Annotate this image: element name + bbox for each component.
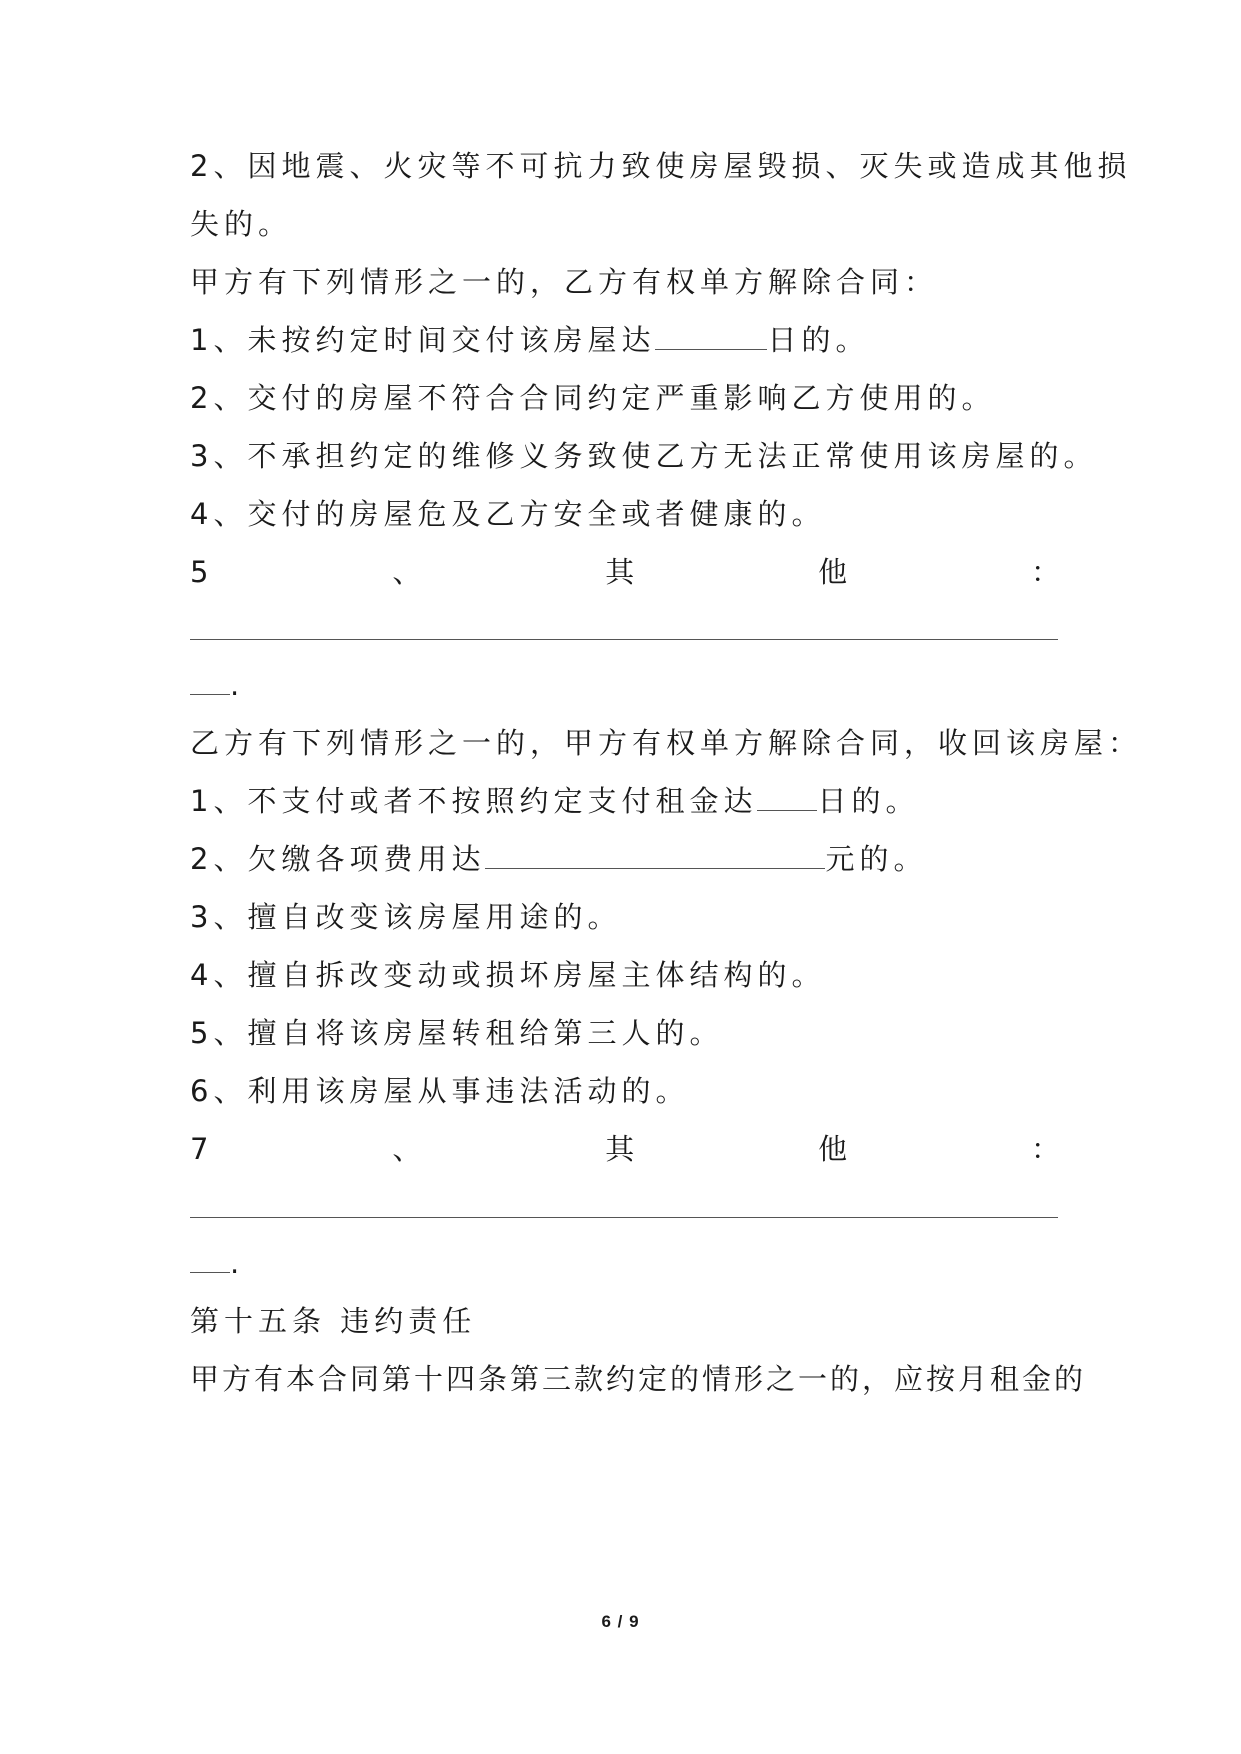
period: . [230, 668, 240, 702]
clause-colon: ： [1030, 1132, 1060, 1166]
paragraph-line: 乙方有下列情形之一的，甲方有权单方解除合同，收回该房屋： [190, 726, 1143, 760]
clause-separator: 、 [392, 1132, 422, 1166]
paragraph-line: 4、擅自拆改变动或损坏房屋主体结构的。 [190, 958, 826, 992]
paragraph-line [190, 781, 1060, 821]
clause-word: 其 [605, 1132, 635, 1166]
clause-colon: ： [1030, 555, 1060, 589]
clause-item-5 [190, 552, 1060, 592]
clause-text: 1、不支付或者不按照约定支付租金达 [190, 784, 758, 818]
paragraph-line: 3、擅自改变该房屋用途的。 [190, 900, 622, 934]
section-heading: 第十五条 违约责任 [190, 1304, 477, 1338]
clause-number: 7 [190, 1132, 209, 1166]
clause-text: 2、欠缴各项费用达 [190, 842, 486, 876]
paragraph-line: 5、擅自将该房屋转租给第三人的。 [190, 1016, 724, 1050]
fill-blank[interactable] [757, 784, 817, 811]
clause-word: 他 [818, 1132, 848, 1166]
paragraph-line: 失的。 [190, 207, 293, 241]
fill-blank[interactable] [485, 842, 825, 869]
paragraph-line [190, 839, 1060, 879]
fill-line[interactable] [190, 1217, 1058, 1218]
paragraph-line: 4、交付的房屋危及乙方安全或者健康的。 [190, 497, 826, 531]
page-number: 6 / 9 [601, 1612, 640, 1631]
fill-blank[interactable] [655, 323, 767, 350]
clause-text: 元的。 [825, 842, 928, 876]
paragraph-line: 6、利用该房屋从事违法活动的。 [190, 1074, 690, 1108]
paragraph-line: 3、不承担约定的维修义务致使乙方无法正常使用该房屋的。 [190, 439, 1098, 473]
paragraph-line: 2、交付的房屋不符合合同约定严重影响乙方使用的。 [190, 381, 996, 415]
clause-word: 他 [818, 555, 848, 589]
clause-item-7 [190, 1129, 1060, 1169]
paragraph-line: 甲方有本合同第十四条第三款约定的情形之一的，应按月租金的 [190, 1362, 1087, 1396]
period: . [230, 1246, 240, 1280]
clause-separator: 、 [392, 555, 422, 589]
paragraph-line: 甲方有下列情形之一的，乙方有权单方解除合同： [190, 265, 939, 299]
fill-blank[interactable] [190, 670, 230, 695]
fill-line[interactable] [190, 639, 1058, 640]
clause-text: 1、未按约定时间交付该房屋达 [190, 323, 656, 357]
clause-number: 5 [190, 555, 209, 589]
fill-line-end [190, 1243, 239, 1283]
clause-text: 日的。 [767, 323, 870, 357]
fill-line-end [190, 665, 239, 705]
fill-blank[interactable] [190, 1248, 230, 1273]
clause-text: 日的。 [817, 784, 920, 818]
clause-word: 其 [605, 555, 635, 589]
paragraph-line [190, 320, 1060, 360]
paragraph-line: 2、因地震、火灾等不可抗力致使房屋毁损、灭失或造成其他损 [190, 149, 1132, 183]
